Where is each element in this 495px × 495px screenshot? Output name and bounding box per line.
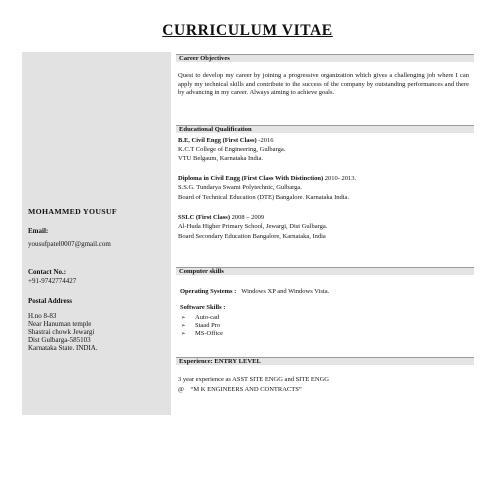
education-heading: Educational Qualification (176, 125, 474, 133)
degree-year: -2016 (256, 137, 274, 144)
experience-company-row (178, 386, 302, 395)
address-line: Near Hanuman temple (28, 320, 92, 328)
contact-label: Contact No.: (28, 268, 67, 276)
candidate-name: MOHAMMED YOUSUF (28, 207, 117, 216)
sslc-year: 2008 – 2009 (230, 214, 265, 221)
sslc-name: SSLC (First Class) (178, 214, 231, 221)
arrow-bullet-icon: ➢ (181, 323, 186, 329)
education-line: Al-Huda Higher Primary School, Jewargi, Dist Gulbarga. (178, 223, 328, 230)
email-label: Email: (28, 227, 49, 235)
education-line: VTU Belgaum, Karnataka India. (178, 155, 264, 162)
arrow-bullet-icon: ➢ (181, 315, 186, 321)
address-line: Dist Gulbarga-585103 (28, 336, 91, 344)
software-item: ➢ Auto-cad (181, 314, 220, 321)
experience-heading: Experience: ENTRY LEVEL (176, 357, 474, 365)
software-item: ➢ Staad Pro (181, 322, 221, 329)
experience-line: 3 year experience as ASST SITE ENGG and SITE ENGG (178, 376, 329, 383)
address-line: H.no 8-83 (28, 312, 57, 320)
email-value: yousufpatel0007@gmail.com (28, 240, 111, 248)
software-item: ➢ MS-Office (181, 330, 224, 337)
company-name: “M K ENGINEERS AND CONTRACTS” (190, 386, 302, 393)
document-title: CURRICULUM VITAE (162, 22, 333, 39)
diploma-name: Diploma in Civil Engg (First Class With Distinction) (178, 175, 324, 182)
education-sslc-title (178, 214, 264, 223)
education-line: Board Secondary Education Bangalore, Karnataka, India (178, 233, 326, 240)
career-objective-text: Quest to develop my career by joining a progressive organization which gives a challenging job where I can apply my technical skills and contribute to the success of the company by outstanding performances and there by advancing in my career. Always aiming to achieve goals. (178, 72, 469, 97)
address-line: Shastrai chowk Jewargi (28, 328, 95, 336)
arrow-bullet-icon: ➢ (181, 331, 186, 337)
software-skills-label: Software Skills : (180, 304, 226, 311)
education-line: K.C.T College of Engineering, Gulbarga. (178, 146, 286, 153)
education-line: S.S.G. Tundarya Swami Polytechnic, Gulbarga. (178, 184, 302, 191)
career-objectives-heading: Career Objectives (176, 54, 474, 62)
degree-name: B.E, Civil Engg (First Class) (178, 137, 257, 144)
computer-skills-heading: Computer skills (176, 267, 474, 275)
address-label: Postal Address (28, 297, 73, 305)
education-diploma-title (178, 175, 356, 184)
education-degree-title (178, 137, 274, 146)
diploma-year: 2010- 2013. (323, 175, 357, 182)
os-label: Operating Systems : (180, 288, 237, 295)
phone-value: +91-9742774427 (28, 277, 77, 285)
education-line: Board of Technical Education (DTE) Bangalore. Karnataka India. (178, 194, 350, 201)
address-line: Karnataka State. INDIA. (28, 344, 98, 352)
at-symbol: @ (178, 386, 184, 393)
os-value: Windows XP and Windows Vista. (241, 288, 330, 295)
operating-systems-row (180, 288, 329, 297)
